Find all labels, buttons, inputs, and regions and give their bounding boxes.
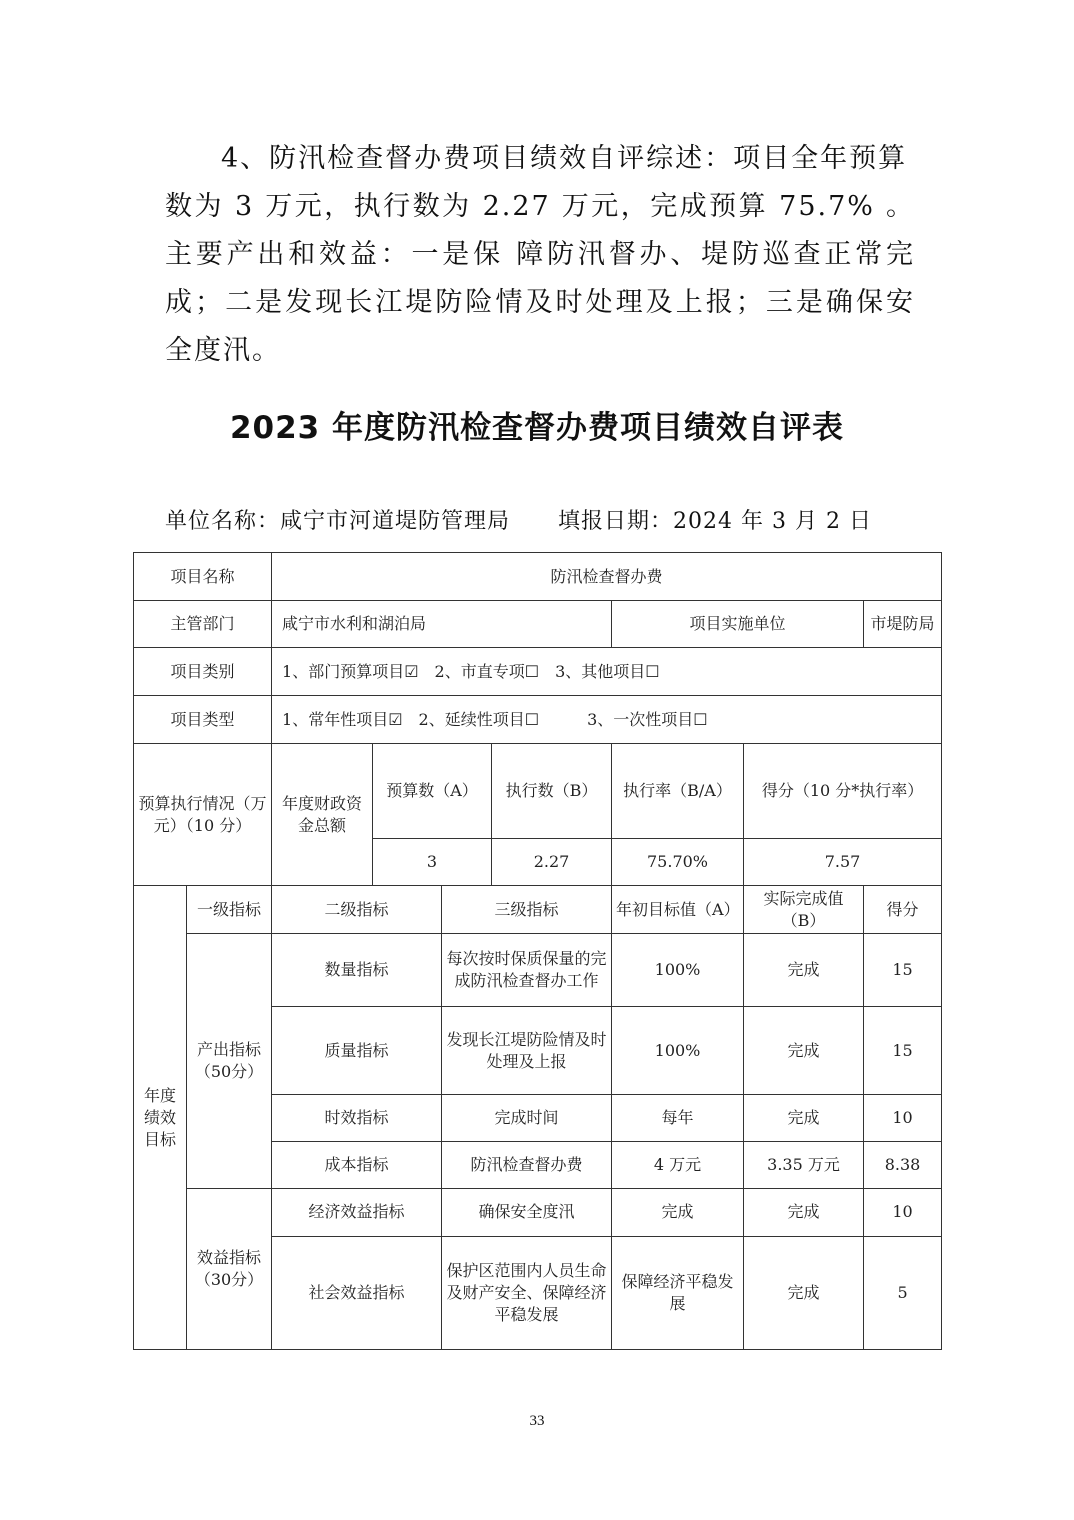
actual-cell: 完成 — [744, 934, 864, 1007]
exec-rate-label: 执行率（B/A） — [612, 744, 744, 839]
exec-rate-value: 75.70% — [612, 839, 744, 886]
table-row — [134, 886, 942, 934]
target-cell: 100% — [612, 1007, 744, 1094]
level3-cell: 完成时间 — [442, 1094, 612, 1141]
page-number: 33 — [529, 1413, 545, 1429]
unit-name: 单位名称：咸宁市河道堤防管理局 — [165, 509, 511, 534]
table-row — [134, 648, 942, 696]
dept-label: 主管部门 — [134, 601, 272, 648]
table-title: 2023 年度防汛检查督办费项目绩效自评表 — [229, 410, 845, 446]
table-row — [134, 934, 942, 1007]
type-label: 项目类型 — [134, 696, 272, 744]
output-indicator-label: 产出指标（50分） — [187, 934, 272, 1188]
level3-cell: 保护区范围内人员生命及财产安全、保障经济平稳发展 — [442, 1236, 612, 1349]
actual-cell: 3.35 万元 — [744, 1141, 864, 1188]
header-level1: 一级指标 — [187, 886, 272, 934]
score-cell: 15 — [864, 1007, 942, 1094]
budget-b-value: 2.27 — [492, 839, 612, 886]
type-value: 1、常年性项目☑ 2、延续性项目☐ 3、一次性项目☐ — [272, 696, 942, 744]
actual-cell: 完成 — [744, 1188, 864, 1236]
table-row — [134, 744, 942, 839]
target-cell: 保障经济平稳发展 — [612, 1236, 744, 1349]
header-target: 年初目标值（A） — [612, 886, 744, 934]
budget-label: 预算执行情况（万元）（10 分） — [134, 744, 272, 886]
score-cell: 5 — [864, 1236, 942, 1349]
target-cell: 100% — [612, 934, 744, 1007]
intro-first-line: 4、防汛检查督办费项目绩效自评综述：项目全年预算 — [221, 143, 908, 174]
category-label: 项目类别 — [134, 648, 272, 696]
project-name-label: 项目名称 — [134, 553, 272, 601]
actual-cell: 完成 — [744, 1007, 864, 1094]
impl-unit-label: 项目实施单位 — [612, 601, 864, 648]
project-name-value: 防汛检查督办费 — [272, 553, 942, 601]
intro-rest: 数为 3 万元，执行数为 2.27 万元，完成预算 75.7% 。主要产出和效益：一是保 障防汛督办、堤防巡查正常完成；二是发现长江堤防险情及时处理及上报；三是确保安全度汛。 — [165, 191, 915, 366]
budget-a-label: 预算数（A） — [373, 744, 492, 839]
score-cell: 10 — [864, 1188, 942, 1236]
budget-b-label: 执行数（B） — [492, 744, 612, 839]
header-actual: 实际完成值（B） — [744, 886, 864, 934]
actual-cell: 完成 — [744, 1236, 864, 1349]
level2-cell: 社会效益指标 — [272, 1236, 442, 1349]
header-level2: 二级指标 — [272, 886, 442, 934]
table-row — [134, 601, 942, 648]
score-cell: 8.38 — [864, 1141, 942, 1188]
target-cell: 完成 — [612, 1188, 744, 1236]
table-row — [134, 1188, 942, 1236]
benefit-indicator-label: 效益指标（30分） — [187, 1188, 272, 1349]
fill-date: 填报日期：2024 年 3 月 2 日 — [558, 509, 872, 534]
level2-cell: 成本指标 — [272, 1141, 442, 1188]
intro-paragraph — [165, 135, 915, 375]
table-row — [134, 696, 942, 744]
target-cell: 4 万元 — [612, 1141, 744, 1188]
budget-score-label: 得分（10 分*执行率） — [744, 744, 942, 839]
form-meta — [165, 504, 925, 535]
table-row — [134, 553, 942, 601]
total-funds-label: 年度财政资金总额 — [272, 744, 373, 886]
level3-cell: 确保安全度汛 — [442, 1188, 612, 1236]
target-cell: 每年 — [612, 1094, 744, 1141]
level2-cell: 数量指标 — [272, 934, 442, 1007]
impl-unit-value: 市堤防局 — [864, 601, 942, 648]
budget-a-value: 3 — [373, 839, 492, 886]
level3-cell: 发现长江堤防险情及时处理及上报 — [442, 1007, 612, 1094]
header-level3: 三级指标 — [442, 886, 612, 934]
score-cell: 15 — [864, 934, 942, 1007]
level2-cell: 时效指标 — [272, 1094, 442, 1141]
level3-cell: 防汛检查督办费 — [442, 1141, 612, 1188]
annual-goals-label: 年度绩效目标 — [134, 886, 187, 1350]
header-score: 得分 — [864, 886, 942, 934]
actual-cell: 完成 — [744, 1094, 864, 1141]
level2-cell: 经济效益指标 — [272, 1188, 442, 1236]
level2-cell: 质量指标 — [272, 1007, 442, 1094]
level3-cell: 每次按时保质保量的完成防汛检查督办工作 — [442, 934, 612, 1007]
budget-score-value: 7.57 — [744, 839, 942, 886]
category-value: 1、部门预算项目☑ 2、市直专项☐ 3、其他项目☐ — [272, 648, 942, 696]
dept-value: 咸宁市水利和湖泊局 — [272, 601, 612, 648]
performance-table — [133, 552, 942, 1350]
score-cell: 10 — [864, 1094, 942, 1141]
